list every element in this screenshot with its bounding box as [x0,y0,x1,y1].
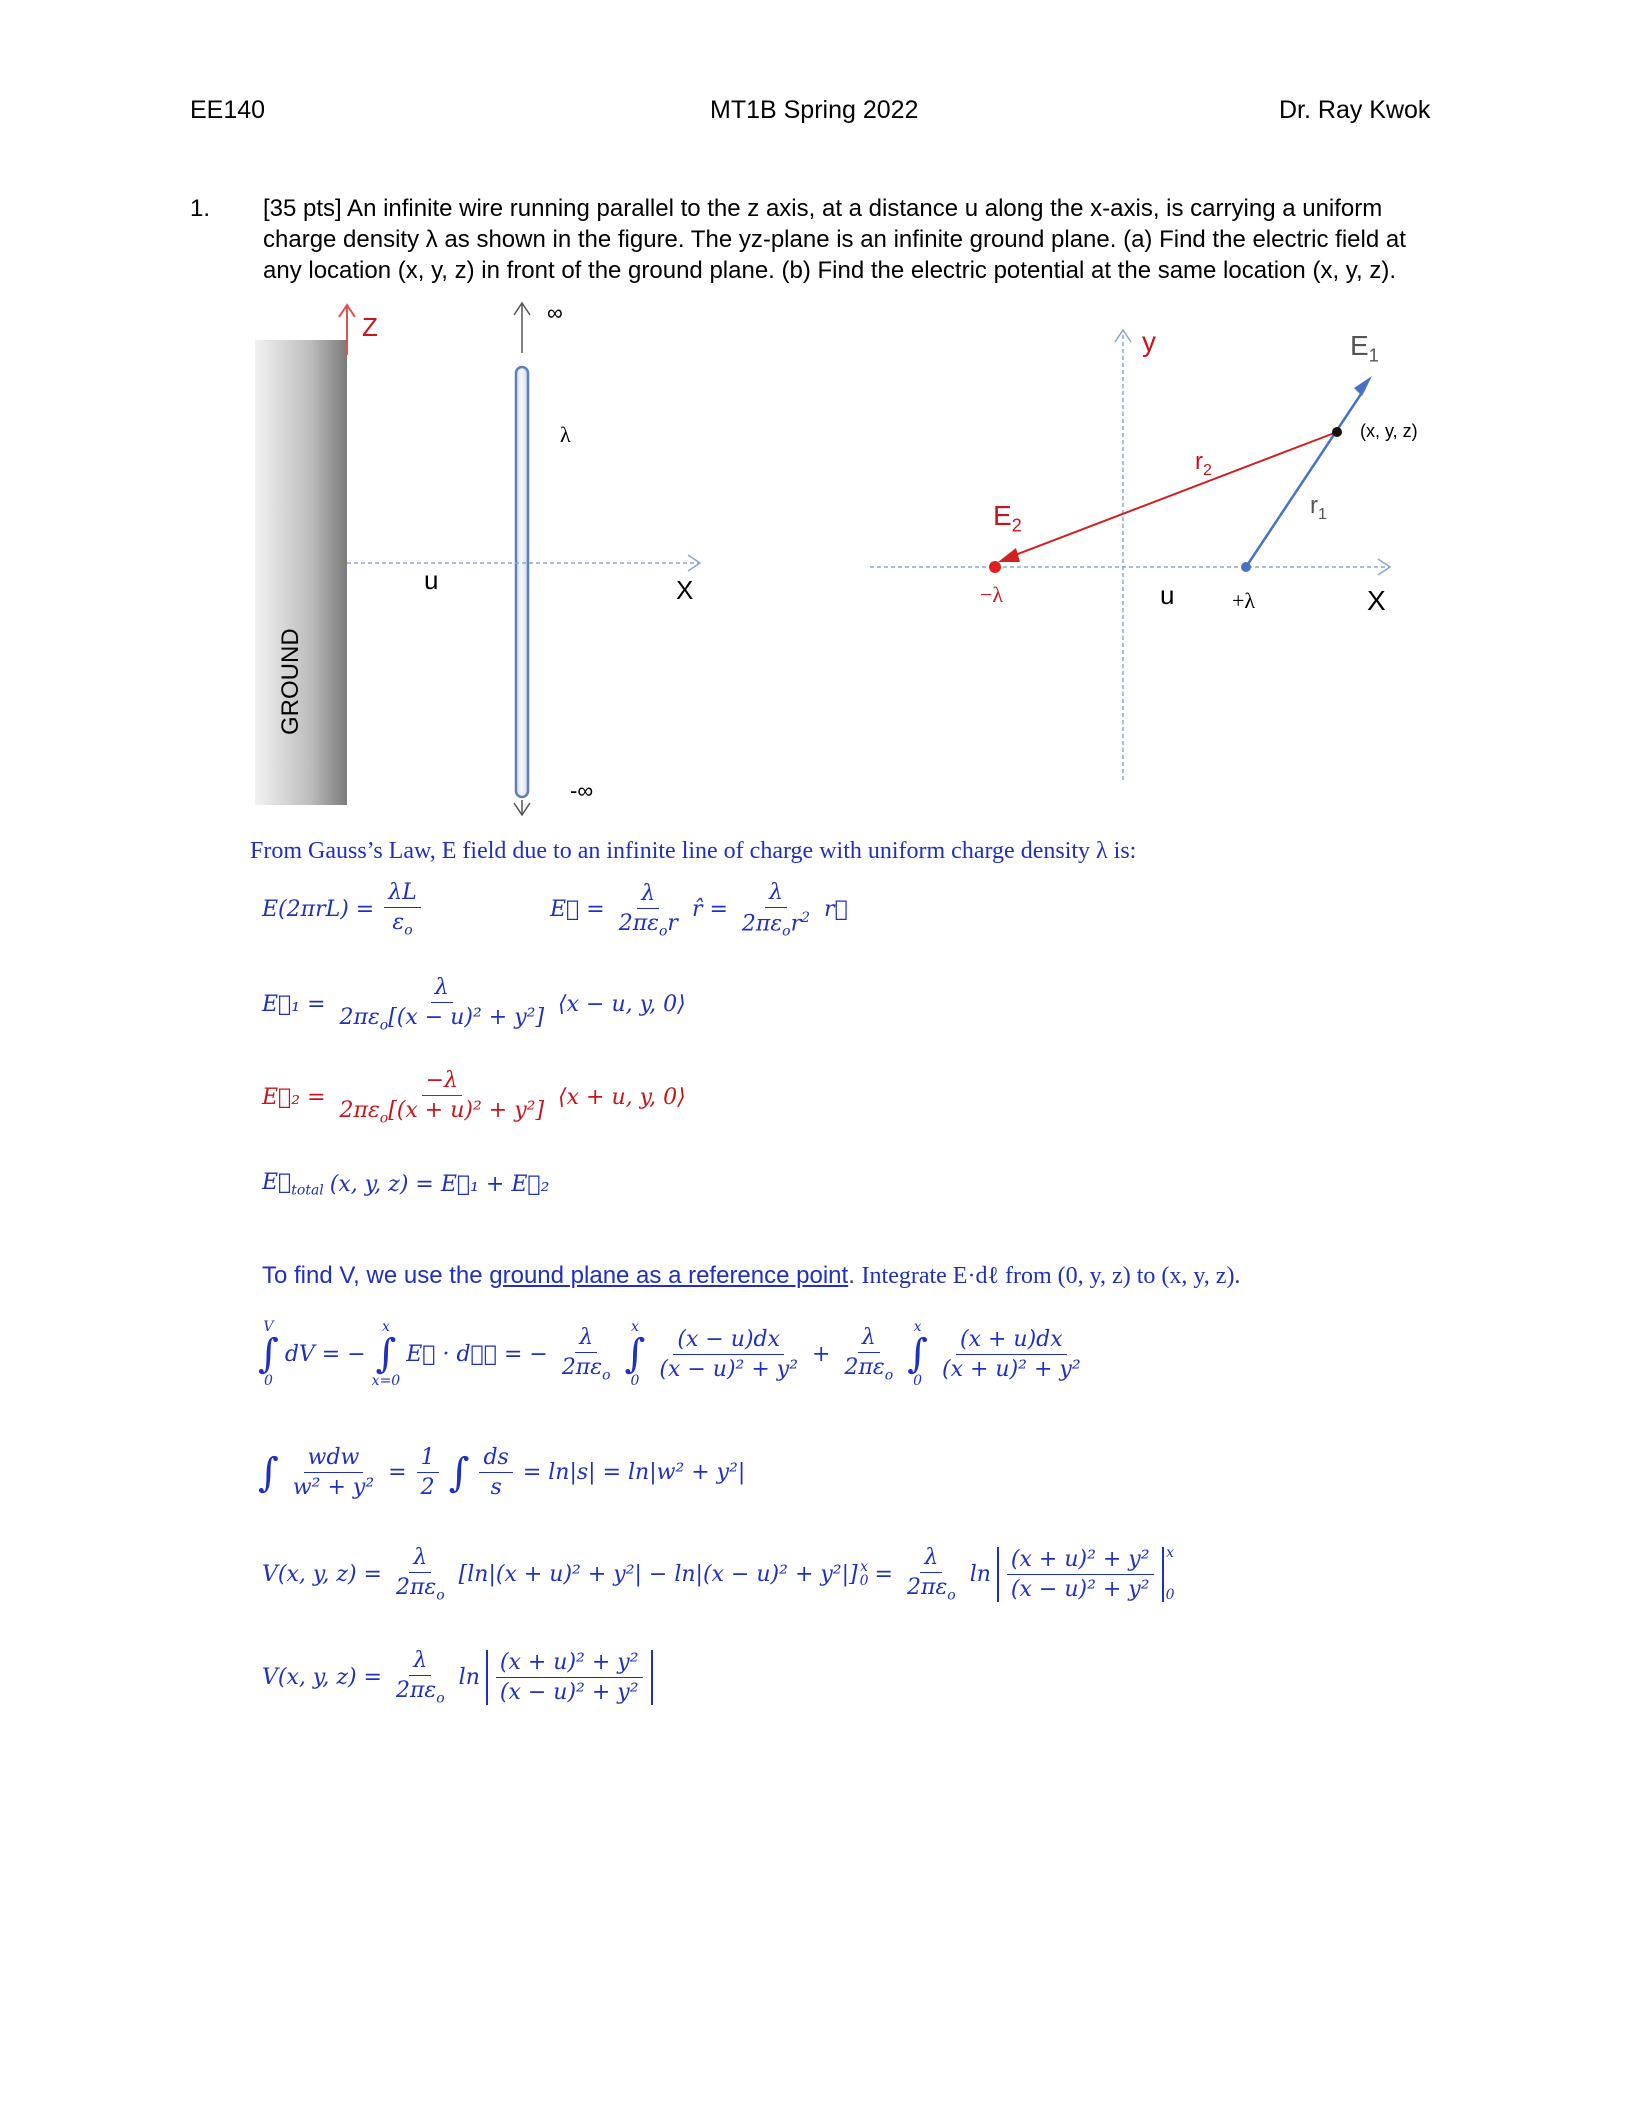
integral-3-coef-num: λ [575,1325,597,1353]
v1-bracket: [ln|(x + u)² + y²| − ln|(x − u)² + y²|] [458,1561,858,1587]
x-axis-label-right: X [1367,585,1386,616]
ground-label: GROUND [277,628,304,735]
equation-e-field [550,880,848,940]
v1-coef-2 [903,1545,960,1603]
v1-limits [860,1560,869,1588]
e2-letter: E [993,500,1012,531]
v-intro-text-b: . [848,1262,862,1289]
equation-gauss [262,880,425,938]
integral-3-fnum: (x − u)dx [673,1327,784,1355]
u-distance-label: u [424,565,439,595]
course-code: EE140 [190,96,266,124]
v1-limit-upper: x [860,1559,869,1576]
integral-3-coef [558,1325,615,1383]
r1-label [1310,492,1327,524]
e1-den-tail: [(x − u)² + y²] [388,1005,545,1030]
integral-4-coef-den [840,1353,897,1383]
gauss-intro: From Gauss’s Law, E field due to an infinite line of charge with uniform charge density λ is: [250,838,1137,864]
v2-ratio-den: (x − u)² + y² [499,1679,639,1705]
v1-coef-den-main: 2πε [395,1575,437,1600]
r1-vector [1246,376,1372,567]
v2-abs [486,1650,653,1705]
v2-coef-sub: o [436,1690,445,1707]
v-intro [262,1262,1240,1290]
gauss-denominator [388,908,416,938]
v1-ratio-den: (x − u)² + y² [1010,1576,1150,1602]
e-field-den-1-tail: r [667,910,678,936]
e2-den-main: 2πε [339,1098,380,1123]
integral-3-lower: 0 [630,1373,640,1389]
integral-4-coef-sub: o [884,1367,894,1384]
r1-letter: r [1310,492,1318,519]
e-field-den-1-main: 2πε [618,910,659,936]
integral-4-integrand [938,1327,1085,1382]
v1-coef-2-num: λ [920,1545,942,1573]
neg-lambda-label: −λ [980,582,1004,607]
integral-4-fden: (x + u)² + y² [942,1356,1081,1382]
v2-lhs: V(x, y, z) = [262,1664,382,1690]
ds-denominator: s [490,1475,502,1500]
integral-1-body: dV = − [284,1341,366,1367]
s-integral-sign: ∫ [448,1449,470,1496]
half-fraction [417,1445,439,1500]
equation-integral [258,1320,1089,1388]
e-field-den-2-sub: o [782,923,791,940]
integral-4-lower: 0 [913,1373,923,1389]
field-point [1332,427,1342,437]
etotal-symbol: E⃗ [262,1170,292,1195]
e1-den-main: 2πε [339,1005,380,1030]
figure-wire-ground [240,295,720,835]
integral-1 [258,1320,279,1388]
equation-e2 [262,1068,686,1126]
e-field-fraction-2 [738,880,814,940]
v1-coef-sub: o [436,1587,445,1604]
gauss-epsilon: ε [392,910,405,935]
question-number: 1. [190,195,211,222]
equation-e1 [262,975,686,1033]
v2-ratio [496,1650,643,1705]
lambda-label: λ [560,422,571,447]
r2-subscript: 2 [1203,461,1212,479]
half-numerator: 1 [417,1445,439,1473]
integral-3 [625,1320,646,1388]
gauss-lhs: E(2πrL) = [262,896,375,922]
v2-coef-num: λ [409,1648,431,1676]
e2-den-tail: [(x + u)² + y²] [388,1098,545,1123]
e2-label [993,500,1022,537]
integral-2-sign: ∫ [375,1331,397,1377]
integral-2-upper: x [381,1319,390,1335]
question-line-1: [35 pts] An infinite wire running parallel to the z axis, at a distance u along the x-axis, is carrying a uniform [263,195,1383,222]
v1-coef [392,1545,449,1603]
half-denominator: 2 [420,1475,435,1500]
e2-field-vector [998,432,1337,562]
e-field-den-2-tail: r [790,911,802,937]
integral-1-lower: 0 [263,1373,273,1389]
integral-2-body: E⃗ · dℓ⃗ = − [406,1341,548,1367]
e1-numerator: λ [431,975,453,1003]
v1-eval-upper: x [1166,1545,1174,1562]
v1-coef-2-den [903,1573,960,1603]
question-text [263,193,1438,286]
etotal-sub: total [291,1182,324,1199]
e1-denominator [336,1003,549,1033]
integral-2-lower: x=0 [371,1373,401,1389]
plus-sign: + [812,1341,831,1367]
gauss-numerator: λL [384,880,421,908]
integral-4-coef-num: λ [858,1325,880,1353]
w-fraction [289,1445,378,1500]
v1-coef-den [392,1573,449,1603]
integral-1-upper: V [263,1319,274,1335]
e-field-num-2: λ [765,880,787,908]
e-field-mid: r̂ = [691,897,728,923]
e-field-den-1-sub: o [658,923,668,940]
positive-charge [1241,562,1251,572]
gauss-epsilon-sub: o [404,922,413,939]
equation-v-final [262,1648,653,1706]
e2-lhs: E⃗₂ = [262,1084,326,1110]
v-intro-underlined: ground plane as a reference point [489,1262,849,1289]
e1-letter: E [1350,330,1369,361]
e1-vector: ⟨x − u, y, 0⟩ [558,991,686,1017]
instructor-name: Dr. Ray Kwok [1279,96,1431,124]
infinity-up-arrow-icon [514,303,530,353]
e-field-den-2-main: 2πε [741,911,783,937]
v2-coef-den [392,1676,449,1706]
integral-3-coef-sub: o [602,1367,611,1384]
integral-1-sign: ∫ [258,1331,279,1377]
e-field-den-2 [738,908,814,940]
y-axis-label: y [1142,326,1156,357]
e1-label [1350,330,1379,367]
e2-vector: ⟨x + u, y, 0⟩ [558,1084,686,1110]
e2-numerator: −λ [422,1068,462,1096]
pos-lambda-label: +λ [1232,588,1256,613]
w-denominator: w² + y² [292,1475,375,1500]
v1-coef-2-sub: o [947,1587,956,1604]
v1-ratio-num: (x + u)² + y² [1007,1547,1154,1575]
x-axis-arrow-icon-right [870,559,1390,575]
e2-den-sub: o [379,1110,389,1127]
v1-coef-num: λ [409,1545,431,1573]
e2-denominator [336,1096,549,1126]
e1-lhs: E⃗₁ = [262,991,326,1017]
integral-4 [907,1320,928,1388]
etotal-lhs [262,1170,324,1198]
integral-4-fnum: (x + u)dx [956,1327,1067,1355]
field-point-label: (x, y, z) [1360,421,1418,441]
v1-ln: ln [969,1561,991,1587]
figure-image-charges [860,310,1410,780]
integral-3-upper: x [630,1319,639,1335]
question-line-3: any location (x, y, z) in front of the ground plane. (b) Find the electric potential at the same location (x, y, z). [263,257,1396,284]
e-field-fraction-1 [615,881,682,939]
v2-coef-den-main: 2πε [395,1678,437,1703]
e-field-den-1 [615,909,682,939]
e1-fraction [336,975,549,1033]
ds-numerator: ds [479,1445,512,1473]
e1-subscript: 1 [1368,345,1379,366]
equation-v-evaluated [262,1545,1174,1603]
v1-lhs: V(x, y, z) = [262,1561,382,1587]
equation-substitution [258,1445,745,1500]
integral-3-sign: ∫ [624,1331,646,1377]
e-field-lhs: E⃗ = [550,897,605,923]
u-label-right: u [1160,580,1175,610]
v1-equals: = [874,1561,893,1587]
v1-ratio [1007,1547,1154,1602]
ds-fraction [479,1445,512,1500]
etotal-rhs: (x, y, z) = E⃗₁ + E⃗₂ [329,1171,550,1197]
integral-3-coef-den [558,1353,615,1383]
v2-coef [392,1648,449,1706]
v2-ln: ln [458,1664,480,1690]
infinity-top-label: ∞ [547,300,563,325]
v-intro-text-a: To find V, we use the [262,1262,490,1289]
e-field-den-2-exp: 2 [801,910,811,926]
question-line-2: charge density λ as shown in the figure. The yz-plane is an infinite ground plane. (a) Find the electric field at [263,226,1406,253]
w-numerator: wdw [304,1445,364,1473]
w-integral-sign: ∫ [258,1449,279,1496]
r2-letter: r [1195,448,1203,475]
v-intro-text-c: Integrate E·dℓ from (0, y, z) to (x, y, z). [861,1263,1241,1289]
v1-eval-lower: 0 [1165,1587,1175,1604]
exam-title: MT1B Spring 2022 [710,96,919,124]
equation-etotal [262,1170,549,1198]
integral-3-fden: (x − u)² + y² [659,1356,799,1382]
integral-3-coef-den-main: 2πε [561,1354,603,1380]
neg-infinity-label: -∞ [570,778,594,803]
e-field-rvec: r⃗ [824,897,848,923]
e2-fraction [336,1068,549,1126]
negative-image-charge [989,561,1001,573]
integral-3-integrand [655,1327,802,1382]
integral-4-coef [840,1325,897,1383]
integral-4-sign: ∫ [907,1331,928,1377]
e2-subscript: 2 [1011,515,1022,536]
w-equals: = [388,1460,407,1485]
gauss-fraction [384,880,421,938]
integral-2 [372,1320,401,1388]
integral-4-upper: x [913,1319,922,1335]
e1-den-sub: o [379,1017,389,1034]
charged-wire [516,367,528,797]
v1-coef-2-den-main: 2πε [906,1575,948,1600]
v2-ratio-num: (x + u)² + y² [496,1650,643,1678]
r1-subscript: 1 [1318,505,1327,523]
z-axis-label: Z [362,312,378,342]
e-field-num-1: λ [637,881,659,909]
v1-abs [997,1547,1164,1602]
x-axis-label: X [676,575,694,605]
y-axis-arrow-icon [1115,330,1131,780]
integral-4-coef-den-main: 2πε [844,1354,885,1380]
v1-limit-lower: 0 [859,1573,869,1590]
infinity-down-arrow-icon [514,800,530,815]
v1-eval-limits [1166,1546,1175,1602]
ground-plane [255,340,347,805]
r2-label [1195,448,1212,480]
w-rhs: = ln|s| = ln|w² + y²| [522,1460,746,1485]
